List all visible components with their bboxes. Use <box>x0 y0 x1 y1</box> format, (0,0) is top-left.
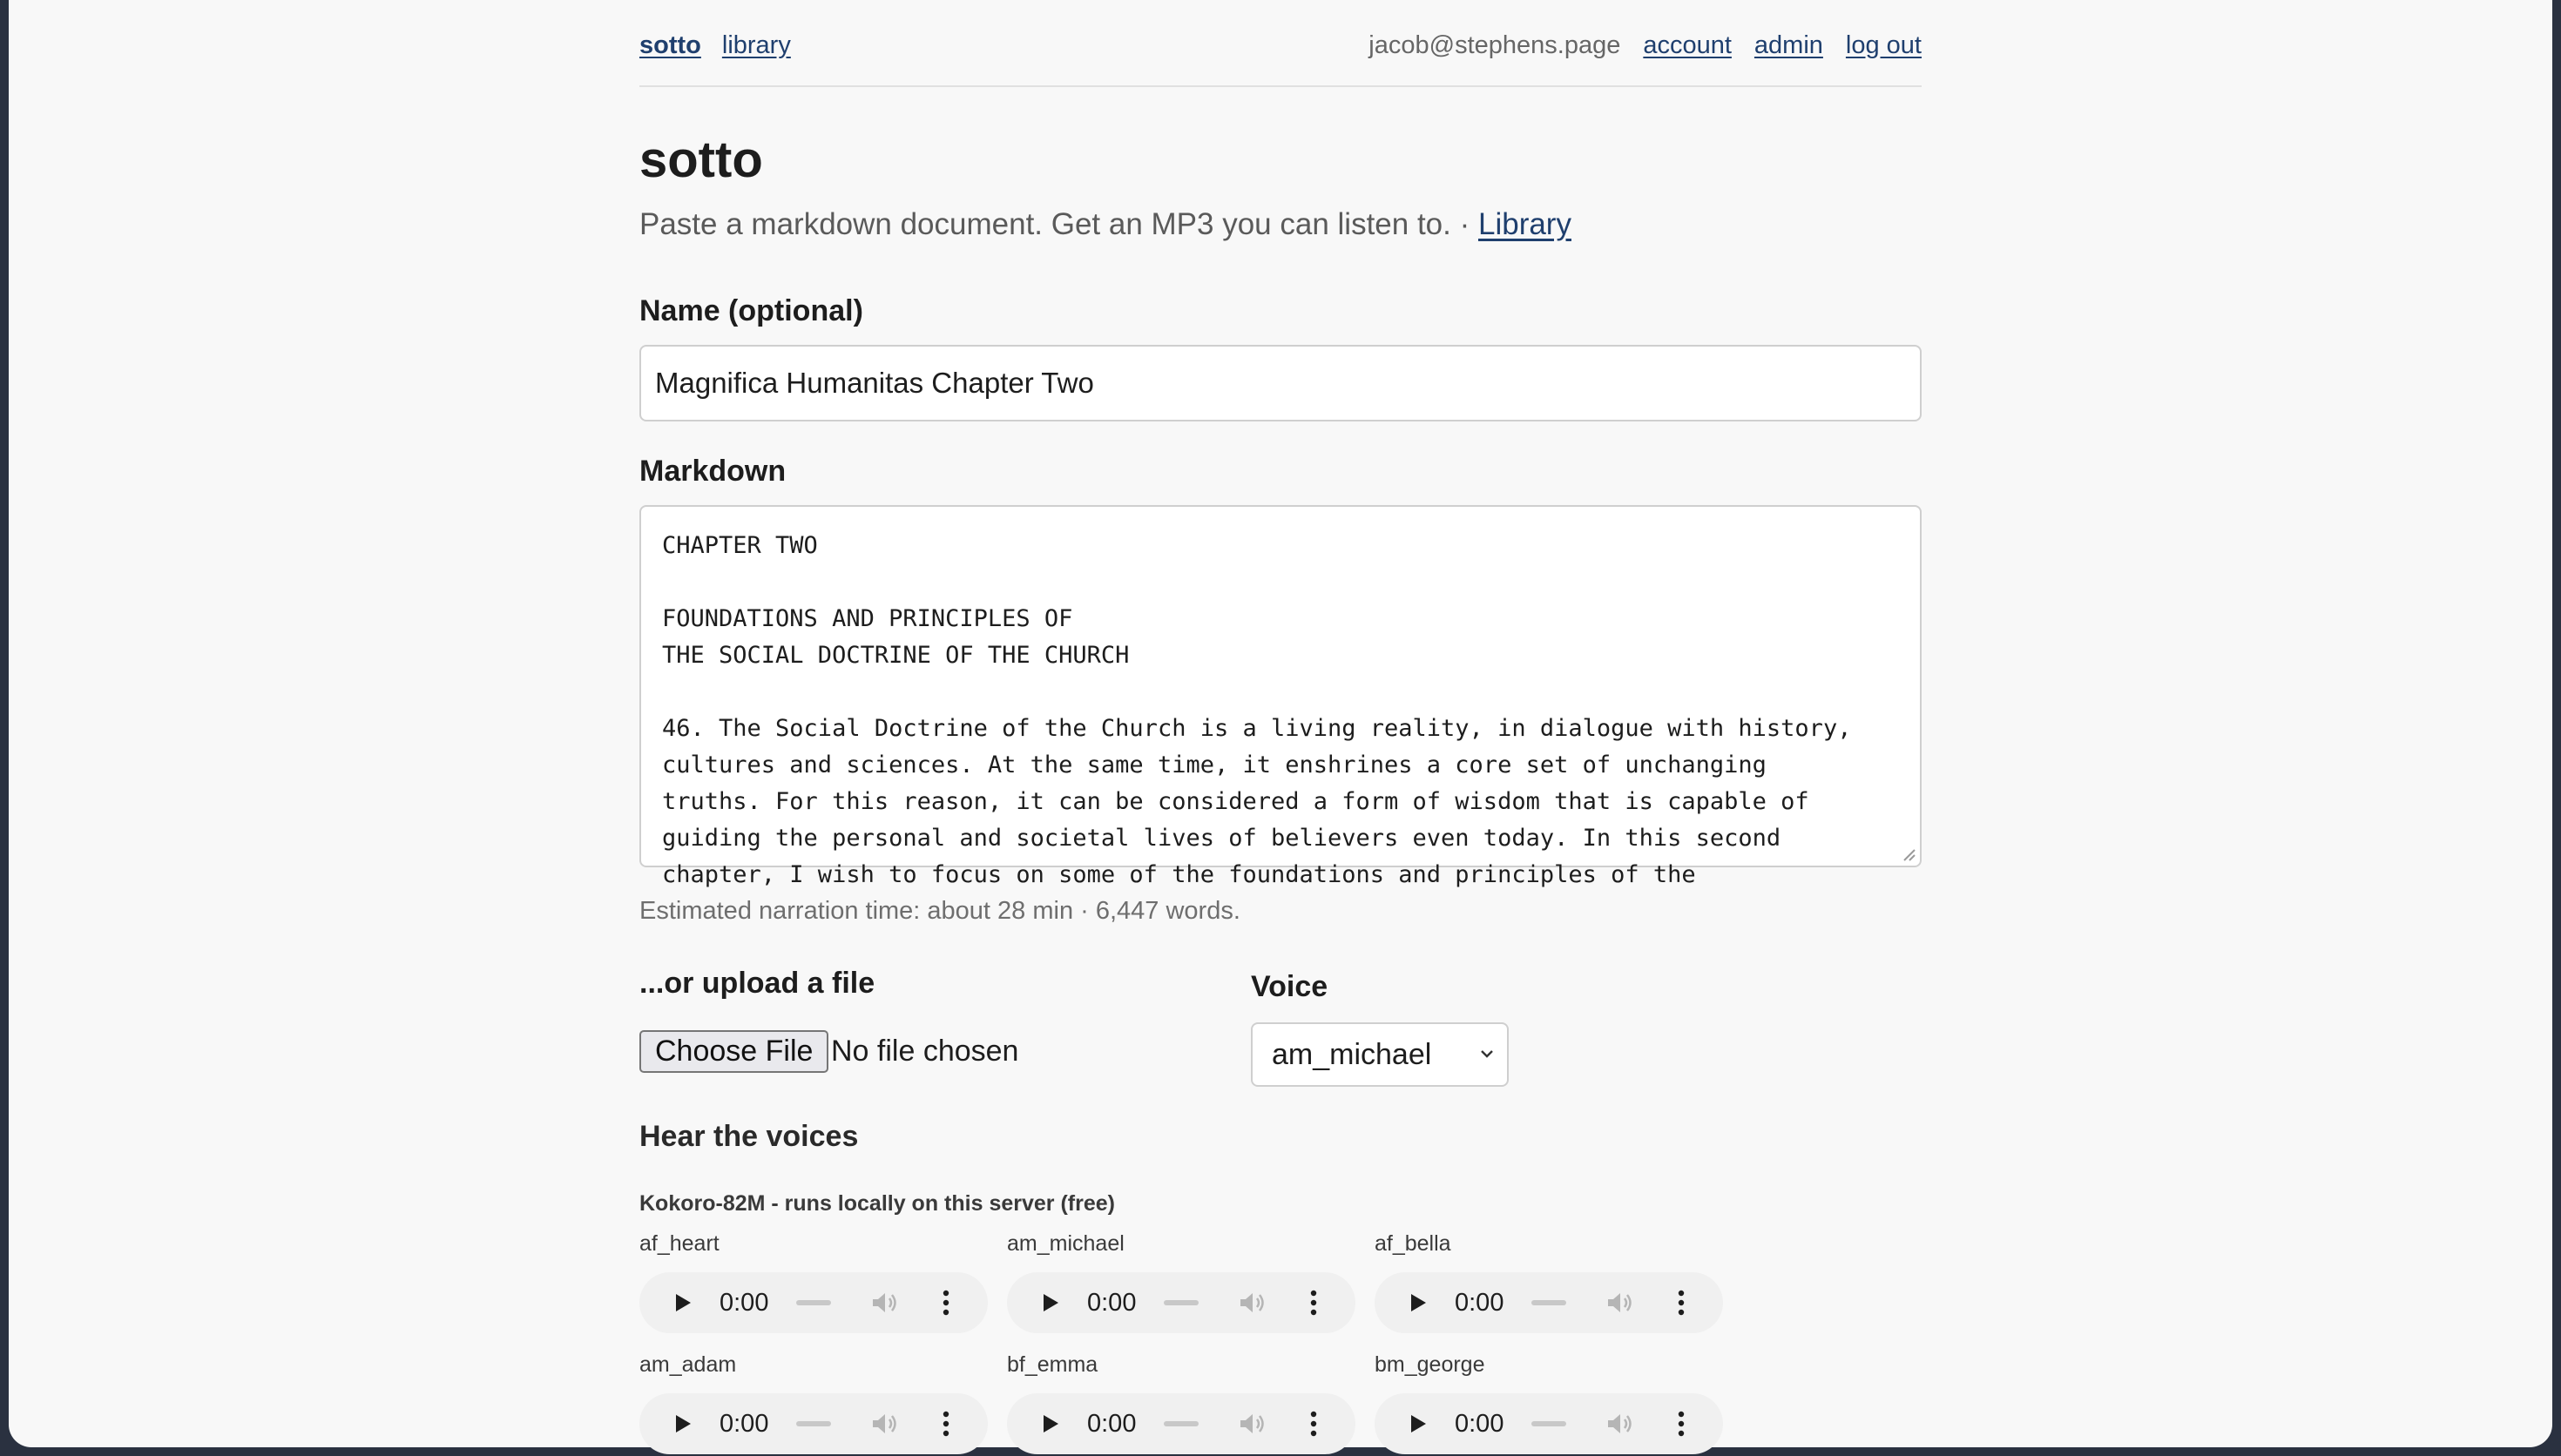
library-link[interactable]: Library <box>1477 207 1571 241</box>
volume-icon[interactable] <box>1606 1412 1634 1436</box>
markdown-line: THE SOCIAL DOCTRINE OF THE CHURCH <box>662 642 1130 669</box>
audio-progress-track[interactable] <box>1164 1421 1199 1426</box>
page-description <box>639 207 1571 242</box>
upload-label: ...or upload a file <box>639 967 875 1000</box>
description-text: Paste a markdown document. Get an MP3 you can listen to. · <box>639 207 1478 241</box>
audio-progress-track[interactable] <box>796 1300 831 1305</box>
volume-icon[interactable] <box>871 1291 899 1315</box>
play-icon[interactable] <box>1042 1414 1059 1433</box>
play-icon[interactable] <box>1409 1293 1427 1312</box>
nav-admin-link[interactable]: admin <box>1754 31 1823 59</box>
play-icon[interactable] <box>1042 1293 1059 1312</box>
chevron-down-icon <box>1479 1048 1495 1060</box>
audio-progress-track[interactable] <box>1531 1421 1566 1426</box>
audio-player[interactable] <box>1375 1272 1723 1333</box>
audio-progress-track[interactable] <box>796 1421 831 1426</box>
markdown-line: FOUNDATIONS AND PRINCIPLES OF <box>662 605 1073 632</box>
voice-label: Voice <box>1251 970 1328 1003</box>
model-label: Kokoro-82M - runs locally on this server (free) <box>639 1191 1115 1216</box>
markdown-line: chapter, I wish to focus on some of the foundations and principles of the <box>662 861 1696 888</box>
markdown-line: 46. The Social Doctrine of the Church is a living reality, in dialogue with history, <box>662 715 1852 742</box>
audio-player[interactable] <box>1007 1393 1355 1454</box>
markdown-line: cultures and sciences. At the same time, it enshrines a core set of unchanging <box>662 752 1767 779</box>
name-label: Name (optional) <box>639 294 863 327</box>
play-icon[interactable] <box>674 1414 692 1433</box>
nav-brand-link[interactable]: sotto <box>639 31 701 59</box>
audio-player[interactable] <box>1007 1272 1355 1333</box>
volume-icon[interactable] <box>1239 1291 1267 1315</box>
file-status: No file chosen <box>831 1035 1019 1068</box>
name-input[interactable]: Magnifica Humanitas Chapter Two <box>639 345 1922 421</box>
markdown-line: CHAPTER TWO <box>662 532 818 559</box>
voice-sample-label: bm_george <box>1375 1352 1485 1377</box>
markdown-textarea[interactable] <box>639 505 1922 888</box>
markdown-line: truths. For this reason, it can be considered a form of wisdom that is capable of <box>662 788 1809 815</box>
play-icon[interactable] <box>1409 1414 1427 1433</box>
volume-icon[interactable] <box>871 1412 899 1436</box>
browser-viewport <box>9 0 2552 1447</box>
choose-file-button[interactable]: Choose File <box>639 1030 828 1073</box>
page-title: sotto <box>639 131 763 188</box>
user-email: jacob@stephens.page <box>1368 31 1621 59</box>
audio-player[interactable] <box>1375 1393 1723 1454</box>
voice-sample-label: am_michael <box>1007 1231 1125 1256</box>
more-options-icon[interactable] <box>1310 1411 1317 1437</box>
resize-grip-icon[interactable] <box>1901 846 1916 862</box>
more-options-icon[interactable] <box>943 1290 949 1316</box>
nav-account-link[interactable]: account <box>1643 31 1732 59</box>
voice-sample-label: af_heart <box>639 1231 720 1256</box>
nav-divider <box>639 85 1922 87</box>
voice-sample-label: bf_emma <box>1007 1352 1098 1377</box>
audio-player[interactable] <box>639 1272 988 1333</box>
audio-progress-track[interactable] <box>1531 1300 1566 1305</box>
nav-library-link[interactable]: library <box>721 31 791 59</box>
voice-select[interactable] <box>1251 1022 1509 1087</box>
markdown-line <box>662 564 1899 601</box>
markdown-line <box>662 674 1899 711</box>
narration-estimate: Estimated narration time: about 28 min · 6,447 words. <box>639 897 1240 925</box>
voice-sample-label: af_bella <box>1375 1231 1451 1256</box>
audio-player[interactable] <box>639 1393 988 1454</box>
more-options-icon[interactable] <box>1678 1290 1685 1316</box>
markdown-line: guiding the personal and societal lives of believers even today. In this second <box>662 825 1781 852</box>
audio-progress-track[interactable] <box>1164 1300 1199 1305</box>
voice-sample-label: am_adam <box>639 1352 737 1377</box>
volume-icon[interactable] <box>1606 1291 1634 1315</box>
more-options-icon[interactable] <box>1310 1290 1317 1316</box>
voice-select-value: am_michael <box>1272 1038 1432 1071</box>
audio-time: 0:00 <box>1087 1410 1137 1438</box>
audio-time: 0:00 <box>1455 1410 1504 1438</box>
audio-time: 0:00 <box>720 1410 769 1438</box>
top-nav <box>639 31 1922 66</box>
audio-time: 0:00 <box>1455 1289 1504 1317</box>
play-icon[interactable] <box>674 1293 692 1312</box>
volume-icon[interactable] <box>1239 1412 1267 1436</box>
markdown-label: Markdown <box>639 455 787 488</box>
nav-logout-link[interactable]: log out <box>1845 31 1922 59</box>
more-options-icon[interactable] <box>1678 1411 1685 1437</box>
voices-heading: Hear the voices <box>639 1120 859 1153</box>
more-options-icon[interactable] <box>943 1411 949 1437</box>
audio-time: 0:00 <box>720 1289 769 1317</box>
audio-time: 0:00 <box>1087 1289 1137 1317</box>
